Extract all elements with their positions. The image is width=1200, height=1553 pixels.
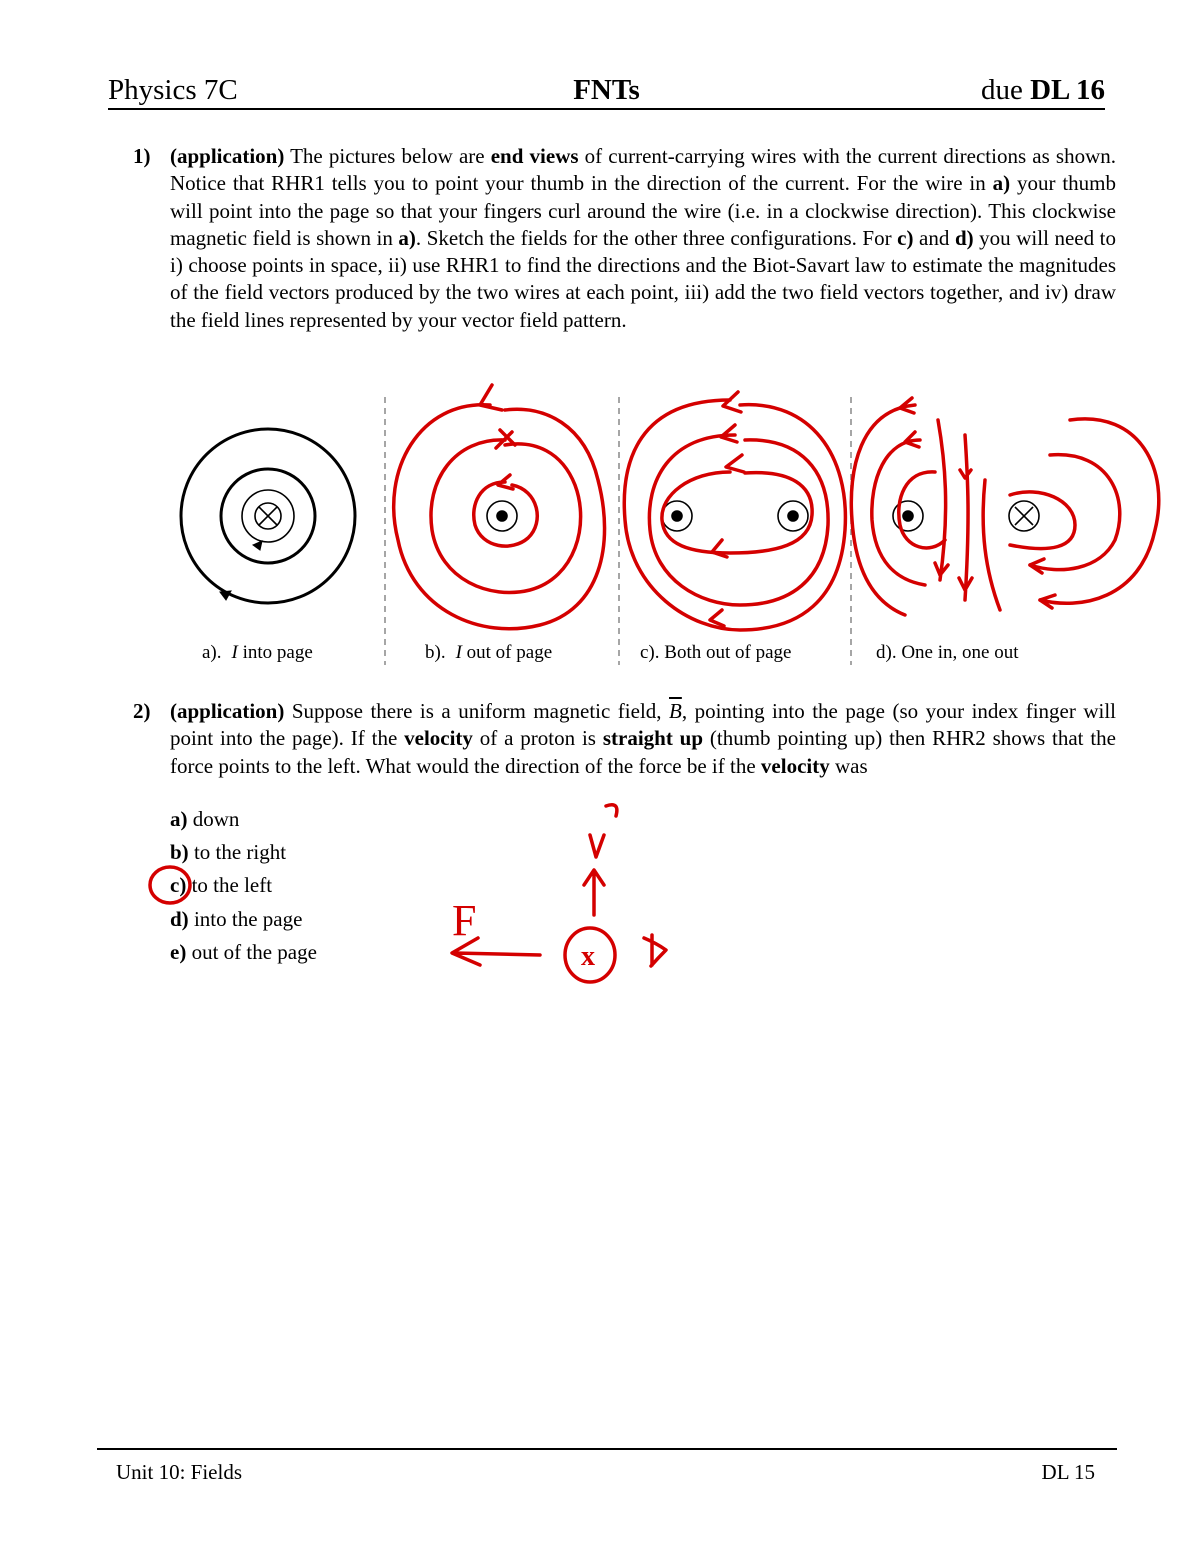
answer-circle [150,867,190,903]
field-symbol: $\overline{B}$ [669,699,682,723]
panel-b-arrowheads [480,385,515,489]
option-e[interactable]: e) out of the page [170,939,317,964]
question-1-number: 1) [133,144,151,168]
due-date: due DL 16 [980,74,1105,106]
course-title: Physics 7C [108,74,238,106]
field-letter-strokes [644,935,666,966]
option-b[interactable]: b) to the right [170,840,287,865]
handwritten-answer-sketch [0,790,1200,1000]
panel-d-right-loop-middle [1030,455,1120,570]
footer-page: DL 15 [1041,1460,1095,1484]
panel-d-right-loop-outer [1040,419,1159,603]
velocity-vector-mark [590,805,617,857]
caption-d: d). One in, one out [876,642,1019,663]
field-diagrams [0,0,1200,680]
panel-c-wires [662,501,808,531]
option-d[interactable]: d) into the page [170,906,303,931]
velocity-arrow [584,870,604,915]
option-c[interactable]: c) to the left [170,873,273,898]
question-1-text: (application) The pictures below are end views of current-carrying wires with the current directions as shown. Notice that RHR1 tells you to point your thumb in the direction of the current. For the wire in a) your thumb will point into the page so that your fingers curl around the wire (i.e. in a clockwise direction). This clockwise magnetic field is shown in a). Sketch the fields for the other three configurations. For c) and d) you will need to i) choose points in space, ii) use RHR1 to find the directions and the Biot-Savart law to estimate the magnitudes of the field vectors produced by the two wires at each point, iii) add the two field vectors together, and iv) draw the field lines represented by your vector field pattern. [170,144,1116,332]
panel-a-field [181,429,355,603]
option-a[interactable]: a) down [170,807,240,831]
page-footer [97,1448,1117,1484]
panel-d-wires [893,501,1039,531]
panel-c-arrowheads [710,392,744,626]
handwritten-field-lines [394,385,1159,630]
assignment-title: FNTs [573,74,640,106]
footer-unit: Unit 10: Fields [116,1460,243,1484]
question-2-text: (application) Suppose there is a uniform magnetic field, $\overline{B}$, pointing into the page (so your index finger will point into the page). If the velocity of a proton is straight up (thumb pointing up) then RHR2 shows that the force points to the left. What would the direction of the force be if the velocity was [170,699,1117,778]
panel-d-middle-lines [935,420,1000,610]
caption-a: a). I into page [202,642,313,663]
force-label: F [452,896,477,945]
caption-b: b). I out of page [425,642,553,663]
caption-c: c). Both out of page [640,642,792,663]
panel-b-wire [487,501,517,531]
panel-d-left-loop-outer [851,405,915,615]
proton-x-mark: x [581,941,595,972]
question-2-number: 2) [133,699,151,723]
